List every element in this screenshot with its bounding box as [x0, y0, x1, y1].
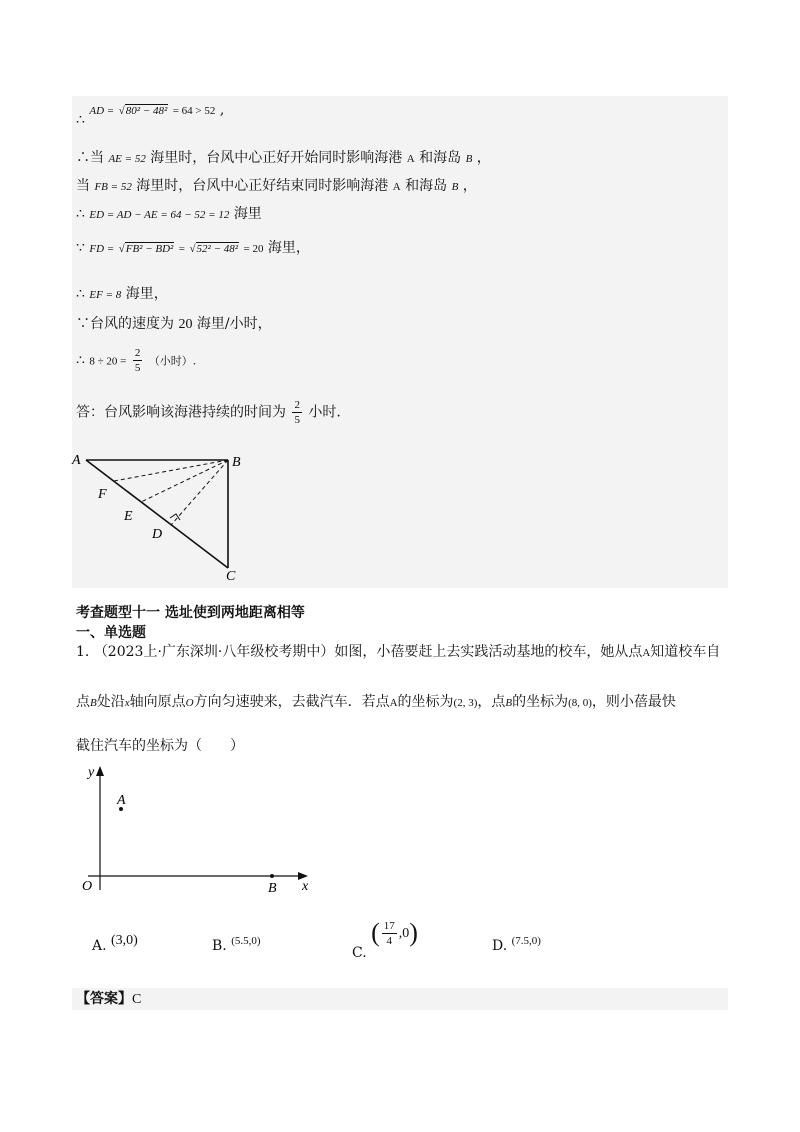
- option-label: D.: [492, 938, 508, 954]
- text: 海里: [233, 206, 262, 222]
- segment-bf: [114, 460, 228, 481]
- fraction: [133, 346, 143, 375]
- math-expr: EF = 8: [89, 289, 122, 301]
- punct: ，: [476, 150, 491, 166]
- math-expr: FD =: [89, 243, 115, 255]
- text: 处沿: [96, 694, 125, 710]
- label-o: O: [82, 879, 93, 894]
- solution-line-6: [76, 284, 168, 305]
- option-value: ,0: [398, 926, 410, 941]
- denominator: 5: [294, 414, 300, 426]
- math-var: x: [124, 697, 130, 709]
- label-x: x: [302, 879, 309, 894]
- denominator: 4: [386, 934, 393, 947]
- question-line-1: [76, 642, 720, 663]
- math-var: B: [90, 697, 97, 709]
- answer-value: C: [132, 992, 142, 1007]
- numerator: 2: [294, 399, 300, 411]
- label-d: D: [152, 527, 163, 542]
- math-coord: (8, 0): [568, 697, 592, 709]
- therefore-symbol: ∴: [76, 286, 85, 302]
- text: 和海岛: [405, 178, 448, 194]
- text: 海里，: [267, 240, 310, 256]
- question-number: 1.: [76, 644, 90, 660]
- math-var: A: [406, 153, 415, 165]
- label-y: y: [88, 765, 95, 780]
- label-b: B: [232, 455, 241, 470]
- text: 方向匀速驶来，去截汽车．若点: [193, 694, 390, 710]
- segment-ac: [86, 460, 228, 568]
- point-b: [270, 874, 274, 878]
- segment-bd: [171, 460, 228, 525]
- math-radicand: 80² − 48²: [125, 105, 168, 117]
- text: 海里，: [125, 286, 168, 302]
- label-c: C: [226, 569, 236, 584]
- segment-be: [141, 460, 228, 502]
- math-expr: ED = AD − AE = 64 − 52 = 12: [89, 209, 230, 221]
- triangle-figure: [64, 448, 264, 584]
- because-symbol: ∵: [76, 240, 85, 256]
- solution-line-3: [76, 176, 477, 197]
- text: ∴当: [76, 150, 104, 166]
- math-radicand: 52² − 48²: [196, 243, 239, 255]
- answer-block: [72, 988, 728, 1010]
- text: 答：台风影响该海港持续的时间为: [76, 404, 286, 421]
- text: ，则小蓓最快: [591, 694, 676, 710]
- text: 知道校车自: [650, 644, 721, 660]
- text: 当: [76, 178, 90, 194]
- therefore-symbol: ∴: [76, 206, 85, 222]
- option-label: C.: [352, 945, 367, 961]
- therefore-symbol: ∴: [76, 352, 85, 369]
- text: 和海岛: [419, 150, 462, 166]
- text: 海里时，台风中心正好结束同时影响海港: [136, 178, 389, 194]
- math-expr: AE = 52: [108, 153, 146, 165]
- math-expr: FB = 52: [94, 181, 132, 193]
- solution-line-4: [76, 204, 262, 225]
- solution-line-5: ∵ FD = √FB² − BD² = √52² − 48² = 20 海里，: [76, 240, 310, 256]
- section-subtitle: 一、单选题: [76, 625, 146, 641]
- label-a: A: [72, 453, 81, 468]
- option-label: A.: [92, 938, 107, 954]
- option-a[interactable]: [92, 933, 138, 955]
- punct: ,: [219, 102, 225, 118]
- math-expr: 8 ÷ 20 =: [89, 355, 127, 368]
- math-var: B: [451, 181, 459, 193]
- therefore-symbol: ∴: [76, 112, 85, 128]
- text: 海里/小时，: [196, 316, 272, 332]
- section-title: 考查题型十一 选址使到两地距离相等: [76, 605, 305, 621]
- math-var: B: [465, 153, 473, 165]
- numerator: 17: [383, 919, 395, 932]
- denominator: 5: [134, 362, 141, 374]
- math-radicand: FB² − BD²: [125, 243, 174, 255]
- option-value: (5.5,0): [231, 935, 261, 947]
- solution-line-1: ∴ AD = √80² − 48² = 64 > 52 ,: [76, 102, 225, 128]
- text: 的坐标为: [512, 694, 569, 710]
- math-var: A: [389, 697, 398, 709]
- math-coord: (2, 3): [453, 697, 478, 709]
- option-value: (7.5,0): [511, 935, 541, 947]
- math-var: A: [392, 181, 401, 193]
- option-d[interactable]: [492, 935, 541, 954]
- solution-line-9: [76, 398, 341, 427]
- fraction: [292, 398, 302, 427]
- text: 小时.: [308, 404, 341, 421]
- option-value: (3,0): [111, 933, 138, 948]
- math-expr: = 20: [243, 243, 264, 255]
- label-b: B: [268, 881, 277, 896]
- solution-line-7: [76, 314, 272, 335]
- text: （2023上·广东深圳·八年级校考期中）如图，小蓓要赶上去实践活动基地的校车，她从点: [93, 644, 643, 660]
- text: ∵台风的速度为: [76, 316, 174, 332]
- text: ，点: [477, 694, 506, 710]
- math-var: A: [642, 647, 651, 659]
- fraction: [382, 919, 397, 948]
- math-var: O: [185, 697, 194, 709]
- label-e: E: [124, 509, 133, 524]
- solution-line-8: [76, 346, 196, 375]
- text: 海里时，台风中心正好开始同时影响海港: [150, 150, 403, 166]
- math-var: B: [505, 697, 513, 709]
- solution-line-2: [76, 148, 491, 169]
- option-label: B.: [212, 938, 227, 954]
- math-expr: AD =: [89, 105, 115, 117]
- punct: ，: [462, 178, 477, 194]
- math-num: 20: [178, 317, 193, 332]
- option-b[interactable]: [212, 935, 261, 954]
- answer-label: 【答案】: [76, 991, 132, 1007]
- text: 截住汽车的坐标为（ ）: [76, 738, 244, 754]
- text: 轴向原点: [129, 694, 186, 710]
- question-line-3: [76, 736, 244, 756]
- math-expr: =: [178, 243, 186, 255]
- math-expr: = 64 > 52: [172, 105, 216, 117]
- label-f: F: [98, 487, 107, 502]
- y-axis-arrow: [96, 766, 104, 776]
- right-angle-mark: [170, 514, 180, 520]
- text: 的坐标为: [397, 694, 454, 710]
- question-line-2: [76, 692, 676, 713]
- text: （小时）.: [148, 354, 197, 368]
- label-a: A: [117, 793, 126, 808]
- answer-line: [76, 989, 141, 1010]
- option-c[interactable]: C. ( $\frac{17}{4}$ ,0): [352, 918, 418, 961]
- text: 点: [76, 694, 90, 710]
- numerator: 2: [134, 347, 141, 359]
- coordinate-figure: [76, 762, 326, 898]
